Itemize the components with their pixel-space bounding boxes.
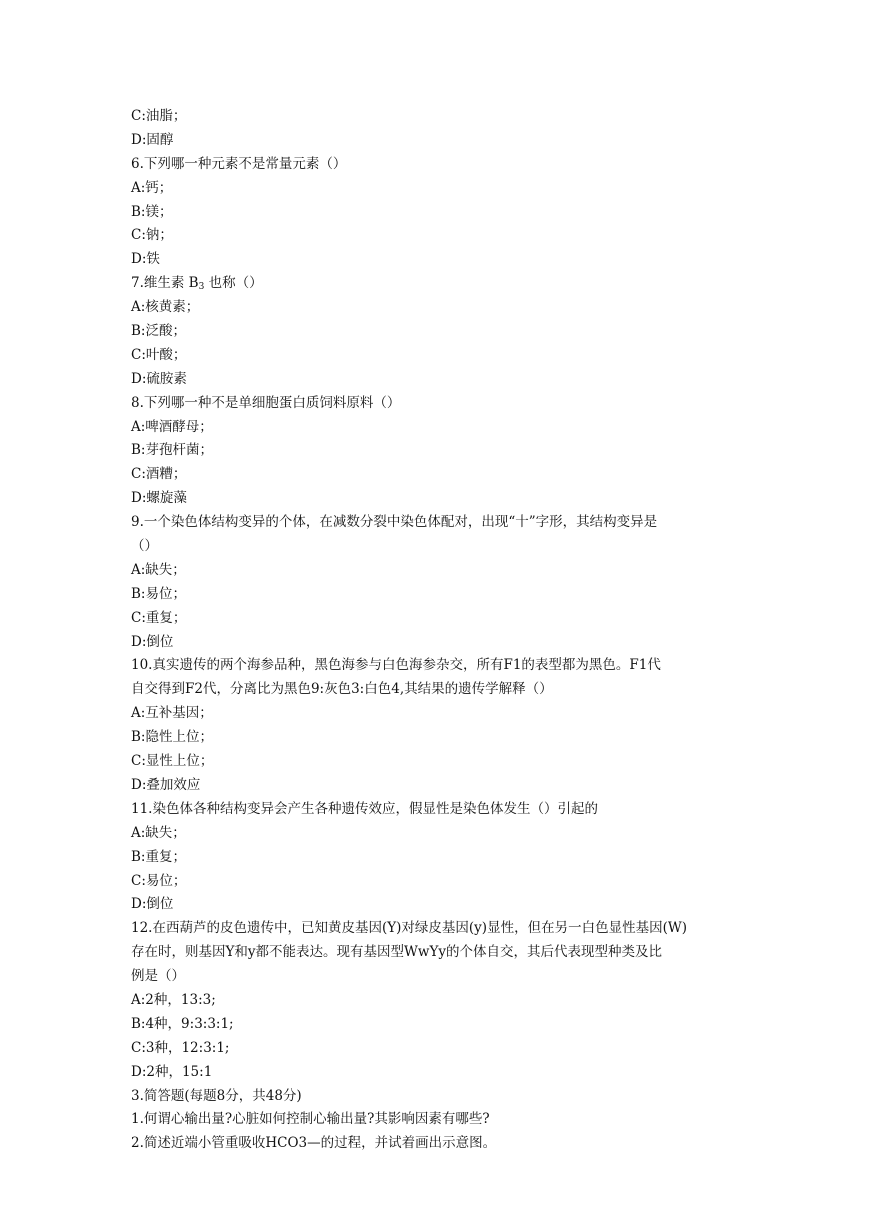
short-answer-question-2: 2.简述近端小管重吸收HCO3—的过程，并试着画出示意图。 xyxy=(131,1135,497,1152)
option-d-q10: D:叠加效应 xyxy=(131,776,201,793)
option-a-q12: A:2种，13:3; xyxy=(131,991,216,1008)
document-body xyxy=(131,105,743,1156)
option-b-q10: B:隐性上位； xyxy=(131,729,213,746)
question-7 xyxy=(131,272,743,296)
question-7-text-end: 也称（） xyxy=(204,275,263,292)
option-d-q12: D:2种，15:1 xyxy=(131,1063,213,1080)
option-a-q6: A:钙； xyxy=(131,179,173,196)
question-8: 8.下列哪一种不是单细胞蛋白质饲料原料（） xyxy=(131,394,401,411)
option-b-q11: B:重复； xyxy=(131,848,186,865)
option-b-q8: B:芽孢杆菌； xyxy=(131,442,213,459)
option-c-q6: C:钠； xyxy=(131,227,173,244)
option-c-q5: C:油脂； xyxy=(131,108,187,124)
question-12-line-1: 12.在西葫芦的皮色遗传中，已知黄皮基因(Y)对绿皮基因(y)显性，但在另一白色显性基因(W) xyxy=(131,920,687,937)
option-c-q7: C:叶酸； xyxy=(131,346,187,363)
option-d-q11: D:倒位 xyxy=(131,896,174,913)
question-12-line-3: 例是（） xyxy=(131,968,185,985)
option-a-q7: A:核黄素； xyxy=(131,299,200,316)
option-c-q10: C:显性上位； xyxy=(131,753,214,770)
question-7-subscript: 3 xyxy=(198,282,205,293)
question-7-text: 7.维生素 B xyxy=(131,275,199,292)
option-d-q6: D:铁 xyxy=(131,251,160,268)
question-10-line-2: 自交得到F2代，分离比为黑色9:灰色3:白色4,其结果的遗传学解释（） xyxy=(131,681,553,698)
option-c-q12: C:3种，12:3:1; xyxy=(131,1039,230,1056)
question-9-line-2: （） xyxy=(131,538,158,555)
short-answer-question-1: 1.何谓心输出量?心脏如何控制心输出量?其影响因素有哪些? xyxy=(131,1111,490,1128)
option-a-q10: A:互补基因； xyxy=(131,705,213,722)
option-d-q5: D:固醇 xyxy=(131,131,174,148)
option-d-q8: D:螺旋藻 xyxy=(131,490,187,507)
section-heading-short-answer: 3.简答题(每题8分，共48分) xyxy=(131,1087,302,1104)
option-c-q9: C:重复； xyxy=(131,609,187,626)
option-b-q9: B:易位； xyxy=(131,585,186,602)
question-11: 11.染色体各种结构变异会产生各种遗传效应，假显性是染色体发生（）引起的 xyxy=(131,800,598,817)
option-b-q6: B:镁； xyxy=(131,203,173,220)
question-9-line-1: 9.一个染色体结构变异的个体，在减数分裂中染色体配对，出现“十”字形，其结构变异是 xyxy=(131,514,658,531)
question-6: 6.下列哪一种元素不是常量元素（） xyxy=(131,155,347,172)
question-12-line-2: 存在时，则基因Y和y都不能表达。现有基因型WwYy的个体自交，其后代表现型种类及比 xyxy=(131,944,663,961)
option-d-q9: D:倒位 xyxy=(131,633,174,650)
option-d-q7: D:硫胺素 xyxy=(131,370,187,387)
option-c-q11: C:易位； xyxy=(131,872,187,889)
option-a-q11: A:缺失； xyxy=(131,824,186,841)
option-c-q8: C:酒糟； xyxy=(131,466,187,483)
question-10-line-1: 10.真实遗传的两个海参品种，黑色海参与白色海参杂交，所有F1的表型都为黑色。F1代 xyxy=(131,657,661,674)
option-a-q9: A:缺失； xyxy=(131,561,186,578)
option-b-q7: B:泛酸； xyxy=(131,323,186,340)
option-a-q8: A:啤酒酵母； xyxy=(131,418,213,435)
option-b-q12: B:4种，9:3:3:1; xyxy=(131,1015,234,1032)
